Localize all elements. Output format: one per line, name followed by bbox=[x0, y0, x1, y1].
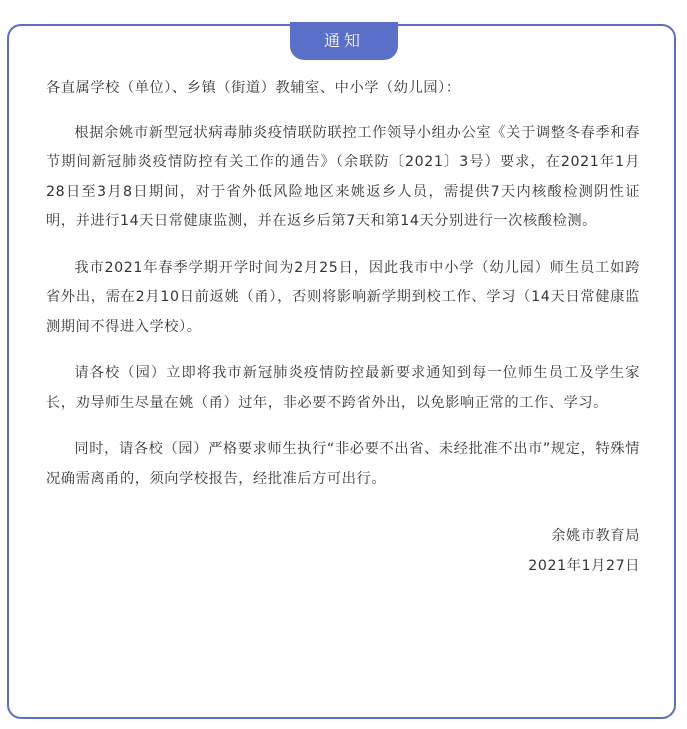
salutation: 各直属学校（单位）、乡镇（街道）教辅室、中小学（幼儿园）： bbox=[46, 80, 461, 96]
signature-org: 余姚市教育局 bbox=[551, 528, 640, 544]
notice-title-tab: 通知 bbox=[290, 22, 398, 60]
signature-date: 2021年1月27日 bbox=[528, 557, 640, 574]
notice-body bbox=[46, 74, 640, 581]
paragraph-policy: 根据余姚市新型冠状病毒肺炎疫情联防联控工作领导小组办公室《关于调整冬春季和春节期间新冠肺炎疫情防控有关工作的通告》（余联防〔2021〕3号）要求，在2021年1月28日至3月8日期间，对于省外低风险地区来姚返乡人员，需提供7天内核酸检测阴性证明，并进行14天日常健康监测，并在返乡后第7天和第14天分别进行一次核酸检测。 bbox=[46, 124, 640, 229]
paragraph-rules: 同时，请各校（园）严格要求师生执行“非必要不出省、未经批准不出市”规定，特殊情况确需离甬的，须向学校报告，经批准后方可出行。 bbox=[46, 441, 640, 487]
paragraph-semester: 我市2021年春季学期开学时间为2月25日，因此我市中小学（幼儿园）师生员工如跨省外出，需在2月10日前返姚（甬），否则将影响新学期到校工作、学习（14天日常健康监测期间不得进入学校）。 bbox=[46, 259, 640, 335]
paragraph-notify: 请各校（园）立即将我市新冠肺炎疫情防控最新要求通知到每一位师生员工及学生家长，劝导师生尽量在姚（甬）过年，非必要不跨省外出，以免影响正常的工作、学习。 bbox=[46, 365, 640, 411]
